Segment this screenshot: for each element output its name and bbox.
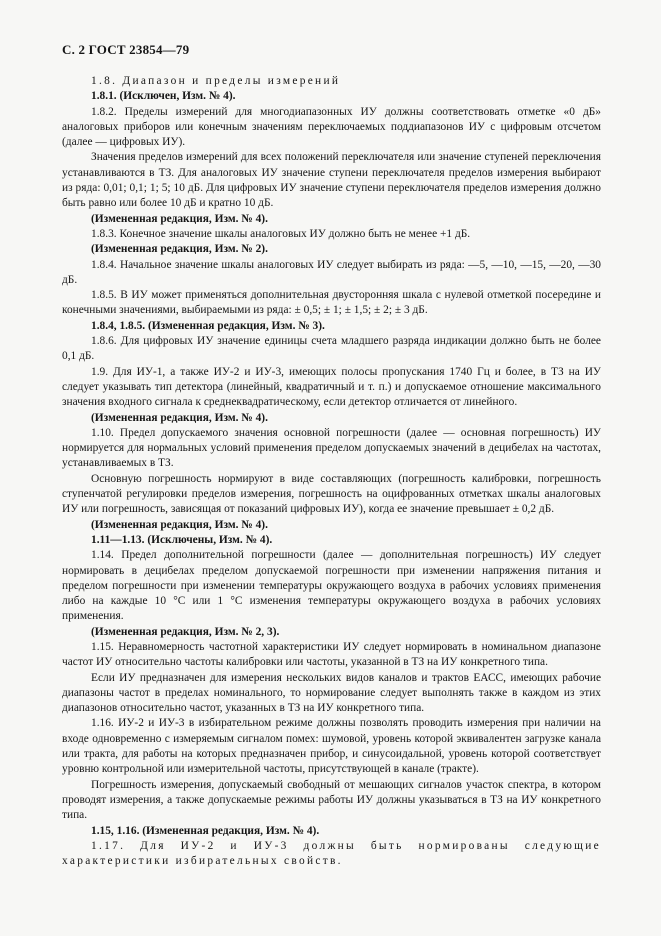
paragraph-1-8-2: 1.8.2. Пределы измерений для многодиапазонных ИУ должны соответствовать отметке «0 дБ» аналоговых приборов или конечным значениям переключаемых поддиапазонов ИУ с цифровым отсчетом (далее — цифровых ИУ). bbox=[62, 105, 601, 149]
section-heading-1-8: 1.8. Диапазон и пределы измерений bbox=[91, 75, 341, 87]
paragraph: Значения пределов измерений для всех положений переключателя или значение ступеней переключения устанавливаются в ТЗ. Для аналоговых ИУ значение ступени переключателя пределов измерения выбирают из ряда: 0,01; 0,1; 1; 5; 10 дБ. Для цифровых ИУ значение ступени переключателя пределов измерения должно быть равно или более 10 дБ и кратно 10 дБ. bbox=[62, 151, 601, 210]
paragraph-1-9: 1.9. Для ИУ-1, а также ИУ-2 и ИУ-3, имеющих полосы пропускания 1740 Гц и более, в ТЗ на ИУ следует указывать тип детектора (линейный, квадратичный и т. п.) и допускаемое отношение максимального значения входного сигнала к среднеквадратическому, если детектор отличается от линейного. bbox=[62, 365, 601, 409]
amendment-note: 1.11—1.13. (Исключены, Изм. № 4). bbox=[91, 533, 273, 546]
amendment-note: (Измененная редакция, Изм. № 2, 3). bbox=[91, 625, 280, 638]
amendment-note: (Измененная редакция, Изм. № 2). bbox=[91, 243, 268, 256]
page-header: С. 2 ГОСТ 23854—79 bbox=[62, 42, 190, 57]
paragraph-1-8-6: 1.8.6. Для цифровых ИУ значение единицы счета младшего разряда индикации должно быть не более 0,1 дБ. bbox=[62, 335, 601, 363]
amendment-note: 1.15, 1.16. (Измененная редакция, Изм. № 4). bbox=[91, 824, 320, 837]
amendment-note: 1.8.4, 1.8.5. (Измененная редакция, Изм. № 3). bbox=[91, 319, 325, 332]
amendment-note: (Измененная редакция, Изм. № 4). bbox=[91, 411, 268, 424]
paragraph-1-8-5: 1.8.5. В ИУ может применяться дополнительная двусторонняя шкала с нулевой отметкой посередине и конечными значениями, выбираемыми из ряда: ± 0,5; ± 1; ± 1,5; ± 2; ± 3 дБ. bbox=[62, 289, 601, 317]
paragraph: Если ИУ предназначен для измерения нескольких видов каналов и трактов ЕАСС, имеющих рабочие диапазоны частот в пределах номинального, то нормирование следует выполнять также в каждом из этих диапазонов относительно частот, указанных в ТЗ на ИУ конкретного типа. bbox=[62, 671, 601, 715]
paragraph-1-14: 1.14. Предел дополнительной погрешности (далее — дополнительная погрешность) ИУ следует нормировать в децибелах пределом допускаемой погрешности при изменении напряжения питания и пределом погрешности при изменении температуры окружающего воздуха в рабочих условиях применения либо на каждые 10 °С или 1 °С изменения температуры окружающего воздуха в рабочих условиях применения. bbox=[62, 549, 601, 623]
paragraph: Погрешность измерения, допускаемый свободный от мешающих сигналов участок спектра, в котором проводят измерения, а также допускаемые режимы работы ИУ должны указываться в ТЗ на ИУ конкретного типа. bbox=[62, 778, 601, 822]
amendment-note: (Измененная редакция, Изм. № 4). bbox=[91, 518, 268, 531]
paragraph-1-16: 1.16. ИУ-2 и ИУ-3 в избирательном режиме должны позволять проводить измерения при наличии на входе одновременно с измеряемым сигналом помех: шумовой, уровень которой эквивалентен загрузке канала или тракта, для работы на которых предназначен прибор, и синусоидальной, уровень которой соответствует уровню контрольной или измерительной частоты, присутствующей в канале (тракте). bbox=[62, 717, 601, 776]
document-body bbox=[62, 74, 601, 869]
paragraph-1-17: 1.17. Для ИУ-2 и ИУ-3 должны быть нормированы следующие характеристики избирательных свойств. bbox=[62, 839, 601, 868]
paragraph-1-8-3: 1.8.3. Конечное значение шкалы аналоговых ИУ должно быть не менее +1 дБ. bbox=[91, 227, 471, 240]
paragraph-1-8-4: 1.8.4. Начальное значение шкалы аналоговых ИУ следует выбирать из ряда: —5, —10, —15, —20, —30 дБ. bbox=[62, 258, 601, 286]
amendment-note: 1.8.1. (Исключен, Изм. № 4). bbox=[91, 90, 236, 103]
paragraph: Основную погрешность нормируют в виде составляющих (погрешность калибровки, погрешность ступенчатой регулировки пределов измерения, погрешность на оцифрованных отметках шкалы аналоговых ИУ или погрешность, зависящая от показаний цифровых ИУ), когда ее значение превышает ± 0,2 дБ. bbox=[62, 472, 601, 516]
paragraph-1-10: 1.10. Предел допускаемого значения основной погрешности (далее — основная погрешность) ИУ нормируется для нормальных условий применения пределом допускаемых значений в децибелах на частотах, устанавливаемых в ТЗ. bbox=[62, 426, 601, 470]
paragraph-1-15: 1.15. Неравномерность частотной характеристики ИУ следует нормировать в номинальном диапазоне частот ИУ относительно частоты калибровки или частоты, указанной в ТЗ на ИУ конкретного типа. bbox=[62, 640, 601, 669]
amendment-note: (Измененная редакция, Изм. № 4). bbox=[91, 212, 268, 225]
